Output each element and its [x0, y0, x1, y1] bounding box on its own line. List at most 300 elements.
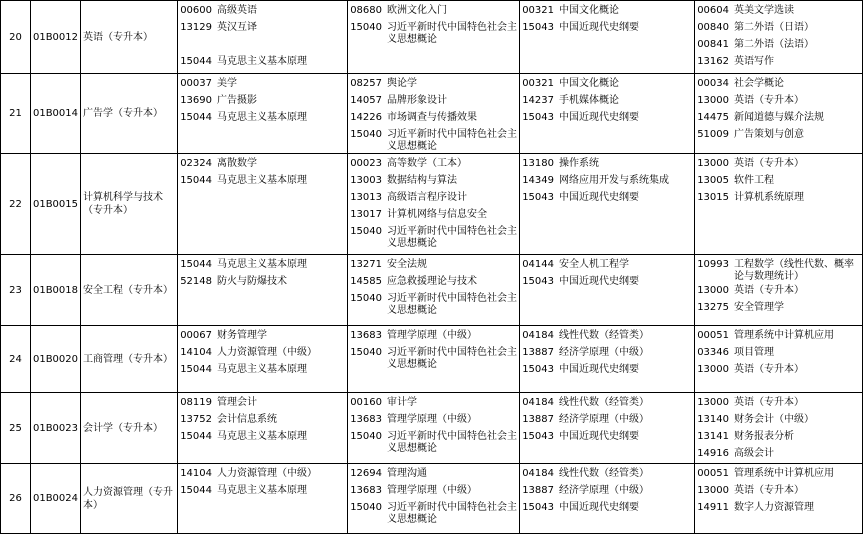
course-group-cell [520, 74, 695, 154]
course-code: 15044 [180, 259, 212, 270]
course-item [695, 483, 862, 500]
course-name: 防火与防爆技术 [217, 276, 287, 287]
course-group-cell [695, 326, 863, 393]
course-name [212, 37, 347, 39]
course-item [695, 20, 862, 37]
course-code: 13683 [350, 414, 382, 425]
course-group-cell [348, 255, 520, 326]
course-group-cell [178, 326, 348, 393]
course-code: 04184 [522, 330, 554, 341]
course-name: 马克思主义基本原理 [217, 56, 307, 67]
course-list [695, 74, 862, 144]
course-name: 马克思主义基本原理 [217, 259, 307, 270]
course-item [178, 54, 347, 71]
course-item [520, 156, 694, 173]
course-list [348, 326, 519, 371]
course-code: 14104 [180, 468, 212, 479]
course-code: 13129 [180, 22, 212, 33]
course-name: 经济学原理（中级） [559, 485, 649, 496]
course-code: 15040 [350, 502, 382, 513]
course-name: 经济学原理（中级） [559, 347, 649, 358]
course-code: 10993 [697, 259, 729, 270]
course-code: 13017 [350, 209, 382, 220]
course-list [520, 393, 694, 446]
course-name: 中国近现代史纲要 [559, 112, 639, 123]
course-name: 新闻道德与媒介法规 [734, 112, 824, 123]
course-item [695, 466, 862, 483]
course-group-cell [520, 1, 695, 74]
course-name: 中国近现代史纲要 [559, 192, 639, 203]
course-code: 13271 [350, 259, 382, 270]
course-code: 04144 [522, 259, 554, 270]
course-name: 中国文化概论 [559, 5, 619, 16]
course-item [348, 173, 519, 190]
course-item [520, 173, 694, 190]
table-row [1, 393, 863, 464]
course-name: 管理系统中计算机应用 [734, 330, 834, 341]
course-item [520, 190, 694, 207]
course-item [520, 93, 694, 110]
major-name: 会计学（专升本） [81, 393, 178, 464]
course-item [178, 93, 347, 110]
course-code: 15043 [522, 502, 554, 513]
course-group-cell [348, 464, 520, 534]
major-code: 01B0024 [31, 464, 81, 534]
course-list [348, 74, 519, 153]
course-code: 00034 [697, 78, 729, 89]
course-name: 安全管理学 [734, 302, 784, 313]
course-list [695, 1, 862, 71]
course-code: 15043 [522, 364, 554, 375]
course-item [178, 110, 347, 127]
course-code: 08257 [350, 78, 382, 89]
course-item [520, 345, 694, 362]
course-name: 第二外语（法语） [734, 39, 814, 50]
course-name: 线性代数（经管类） [559, 468, 649, 479]
course-code: 15043 [522, 112, 554, 123]
course-code: 51009 [697, 129, 729, 140]
course-code: 15040 [350, 431, 382, 442]
course-code: 00051 [697, 468, 729, 479]
course-name: 管理学原理（中级） [387, 485, 477, 496]
course-group-cell [520, 255, 695, 326]
course-code: 14104 [180, 347, 212, 358]
course-name: 审计学 [387, 397, 417, 408]
course-name: 马克思主义基本原理 [217, 431, 307, 442]
course-code: 00321 [522, 5, 554, 16]
course-group-cell [348, 74, 520, 154]
course-name: 中国文化概论 [559, 78, 619, 89]
course-item [178, 156, 347, 173]
course-group-cell [520, 326, 695, 393]
major-name: 人力资源管理（专升本） [81, 464, 178, 534]
course-item [348, 20, 519, 46]
course-item [520, 257, 694, 274]
course-name: 安全法规 [387, 259, 427, 270]
table-row [1, 326, 863, 393]
course-item [178, 274, 347, 291]
course-item [348, 257, 519, 274]
course-list [520, 154, 694, 207]
course-item [348, 291, 519, 317]
course-list [695, 393, 862, 463]
course-item [178, 362, 347, 379]
course-item [178, 328, 347, 345]
course-name: 管理会计 [217, 397, 257, 408]
course-item [695, 283, 862, 300]
course-name: 安全人机工程学 [559, 259, 629, 270]
course-code: 15043 [522, 22, 554, 33]
course-name: 习近平新时代中国特色社会主义思想概论 [387, 502, 517, 525]
major-code: 01B0018 [31, 255, 81, 326]
course-code: 13005 [697, 175, 729, 186]
course-code: 13690 [180, 95, 212, 106]
course-item [520, 429, 694, 446]
course-list [178, 74, 347, 127]
row-number: 21 [1, 74, 31, 154]
course-item [348, 483, 519, 500]
course-item [178, 20, 347, 37]
course-name: 高级英语 [217, 5, 257, 16]
course-item [695, 345, 862, 362]
table-row [1, 154, 863, 255]
course-code: 13000 [697, 95, 729, 106]
course-name: 习近平新时代中国特色社会主义思想概论 [387, 347, 517, 370]
course-name: 马克思主义基本原理 [217, 175, 307, 186]
course-code: 00160 [350, 397, 382, 408]
course-item [695, 173, 862, 190]
course-code: 15043 [522, 192, 554, 203]
course-code: 13000 [697, 364, 729, 375]
table-row [1, 1, 863, 74]
course-item [520, 500, 694, 517]
course-name: 英汉互译 [217, 22, 257, 33]
course-name: 英语（专升本） [734, 397, 804, 408]
course-group-cell [695, 74, 863, 154]
course-name: 管理学原理（中级） [387, 330, 477, 341]
table-body [1, 1, 863, 534]
course-list [348, 154, 519, 250]
course-group-cell [520, 464, 695, 534]
course-item [178, 429, 347, 446]
course-group-cell [348, 326, 520, 393]
course-list [348, 1, 519, 46]
course-list [695, 464, 862, 517]
course-group-cell [695, 154, 863, 255]
course-name: 中国近现代史纲要 [559, 502, 639, 513]
course-list [520, 255, 694, 291]
course-code: 02324 [180, 158, 212, 169]
course-group-cell [348, 393, 520, 464]
course-code: 13752 [180, 414, 212, 425]
course-name: 离散数学 [217, 158, 257, 169]
major-name: 安全工程（专升本） [81, 255, 178, 326]
course-name: 软件工程 [734, 175, 774, 186]
course-list [695, 326, 862, 379]
course-name: 广告策划与创意 [734, 129, 804, 140]
course-item [178, 37, 347, 54]
course-code: 13013 [350, 192, 382, 203]
course-code: 15040 [350, 226, 382, 237]
course-item [178, 257, 347, 274]
course-item [178, 412, 347, 429]
course-code: 15044 [180, 364, 212, 375]
course-item [520, 76, 694, 93]
course-name: 管理系统中计算机应用 [734, 468, 834, 479]
course-code: 00841 [697, 39, 729, 50]
course-item [695, 156, 862, 173]
course-name: 操作系统 [559, 158, 599, 169]
course-name: 高级语言程序设计 [387, 192, 467, 203]
course-item [520, 328, 694, 345]
course-code: 13275 [697, 302, 729, 313]
course-item [348, 110, 519, 127]
table-row [1, 255, 863, 326]
course-item [348, 274, 519, 291]
course-name: 项目管理 [734, 347, 774, 358]
course-item [348, 127, 519, 153]
course-item [695, 54, 862, 71]
course-code: 13000 [697, 485, 729, 496]
course-code: 00023 [350, 158, 382, 169]
course-item [520, 412, 694, 429]
course-item [520, 20, 694, 37]
row-number: 24 [1, 326, 31, 393]
course-item [348, 500, 519, 526]
course-code: 14237 [522, 95, 554, 106]
course-code: 13015 [697, 192, 729, 203]
course-group-cell [178, 255, 348, 326]
course-code: 13000 [697, 158, 729, 169]
major-code: 01B0020 [31, 326, 81, 393]
course-group-cell [695, 255, 863, 326]
course-name: 财务报表分析 [734, 431, 794, 442]
course-name: 中国近现代史纲要 [559, 22, 639, 33]
course-code: 15044 [180, 56, 212, 67]
course-item [695, 3, 862, 20]
course-group-cell [348, 154, 520, 255]
course-item [348, 412, 519, 429]
course-name: 第二外语（日语） [734, 22, 814, 33]
row-number: 22 [1, 154, 31, 255]
course-code: 13140 [697, 414, 729, 425]
course-item [695, 300, 862, 317]
course-code: 14916 [697, 448, 729, 459]
course-item [695, 446, 862, 463]
course-group-cell [178, 154, 348, 255]
course-code: 14349 [522, 175, 554, 186]
course-list [520, 326, 694, 379]
course-name: 计算机网络与信息安全 [387, 209, 487, 220]
course-code: 13003 [350, 175, 382, 186]
course-code: 08680 [350, 5, 382, 16]
course-code: 52148 [180, 276, 212, 287]
course-item [520, 274, 694, 291]
course-name: 管理学原理（中级） [387, 414, 477, 425]
course-item [695, 257, 862, 283]
course-code: 13000 [697, 285, 729, 296]
course-code: 14057 [350, 95, 382, 106]
course-name: 中国近现代史纲要 [559, 364, 639, 375]
course-code: 13683 [350, 485, 382, 496]
course-item [348, 156, 519, 173]
course-list [520, 1, 694, 37]
course-name: 市场调查与传播效果 [387, 112, 477, 123]
course-code: 08119 [180, 397, 212, 408]
course-code: 13683 [350, 330, 382, 341]
course-code: 15040 [350, 22, 382, 33]
course-code: 03346 [697, 347, 729, 358]
course-item [178, 3, 347, 20]
course-list [178, 464, 347, 500]
row-number: 23 [1, 255, 31, 326]
course-code: 15040 [350, 129, 382, 140]
course-name: 习近平新时代中国特色社会主义思想概论 [387, 293, 517, 316]
course-group-cell [695, 1, 863, 74]
course-name: 人力资源管理（中级） [217, 468, 317, 479]
course-list [178, 1, 347, 71]
course-item [520, 395, 694, 412]
course-code: 15043 [522, 276, 554, 287]
course-item [695, 110, 862, 127]
course-code: 14475 [697, 112, 729, 123]
course-code: 13000 [697, 397, 729, 408]
major-code: 01B0023 [31, 393, 81, 464]
course-code: 00840 [697, 22, 729, 33]
course-name: 管理沟通 [387, 468, 427, 479]
course-code: 00600 [180, 5, 212, 16]
table-row [1, 74, 863, 154]
course-item [348, 345, 519, 371]
course-code: 13887 [522, 347, 554, 358]
course-item [520, 483, 694, 500]
course-code: 15044 [180, 175, 212, 186]
course-name: 数据结构与算法 [387, 175, 457, 186]
course-name: 财务会计（中级） [734, 414, 814, 425]
course-list [178, 154, 347, 190]
course-name: 品牌形象设计 [387, 95, 447, 106]
course-item [695, 395, 862, 412]
course-name: 英语（专升本） [734, 95, 804, 106]
course-item [178, 173, 347, 190]
major-name: 工商管理（专升本） [81, 326, 178, 393]
course-item [695, 429, 862, 446]
table-row [1, 464, 863, 534]
course-name: 广告摄影 [217, 95, 257, 106]
course-group-cell [520, 154, 695, 255]
course-item [178, 466, 347, 483]
course-name: 会计信息系统 [217, 414, 277, 425]
course-item [348, 224, 519, 250]
course-item [178, 395, 347, 412]
course-item [178, 345, 347, 362]
major-name: 广告学（专升本） [81, 74, 178, 154]
course-code: 15044 [180, 485, 212, 496]
course-name: 习近平新时代中国特色社会主义思想概论 [387, 22, 517, 45]
course-name: 英语（专升本） [734, 485, 804, 496]
course-item [520, 110, 694, 127]
course-list [178, 255, 347, 291]
course-code: 00051 [697, 330, 729, 341]
row-number: 26 [1, 464, 31, 534]
course-list [178, 393, 347, 446]
course-group-cell [520, 393, 695, 464]
course-code: 15044 [180, 112, 212, 123]
course-code: 00321 [522, 78, 554, 89]
course-list [695, 154, 862, 207]
course-item [520, 362, 694, 379]
course-name: 马克思主义基本原理 [217, 485, 307, 496]
course-name: 人力资源管理（中级） [217, 347, 317, 358]
course-list [520, 74, 694, 127]
course-code: 15040 [350, 347, 382, 358]
course-code: 00037 [180, 78, 212, 89]
course-name: 数字人力资源管理 [734, 502, 814, 513]
course-name: 计算机系统原理 [734, 192, 804, 203]
course-list [695, 255, 862, 317]
course-code: 14226 [350, 112, 382, 123]
course-name: 线性代数（经管类） [559, 397, 649, 408]
course-name: 英语（专升本） [734, 285, 804, 296]
course-item [178, 483, 347, 500]
course-name: 网络应用开发与系统集成 [559, 175, 669, 186]
course-code: 14585 [350, 276, 382, 287]
course-item [695, 76, 862, 93]
course-code: 15044 [180, 431, 212, 442]
course-code: 14911 [697, 502, 729, 513]
course-name: 线性代数（经管类） [559, 330, 649, 341]
course-code: 04184 [522, 397, 554, 408]
course-name: 社会学概论 [734, 78, 784, 89]
course-code: 00067 [180, 330, 212, 341]
course-group-cell [178, 393, 348, 464]
course-code: 13141 [697, 431, 729, 442]
course-list [348, 464, 519, 526]
major-name: 英语（专升本） [81, 1, 178, 74]
course-name: 习近平新时代中国特色社会主义思想概论 [387, 226, 517, 249]
course-name: 马克思主义基本原理 [217, 112, 307, 123]
course-item [348, 190, 519, 207]
course-code: 13887 [522, 485, 554, 496]
course-item [348, 3, 519, 20]
course-name: 美学 [217, 78, 237, 89]
course-name: 应急救援理论与技术 [387, 276, 477, 287]
course-code: 13887 [522, 414, 554, 425]
course-name: 中国近现代史纲要 [559, 276, 639, 287]
course-name: 习近平新时代中国特色社会主义思想概论 [387, 129, 517, 152]
course-group-cell [695, 464, 863, 534]
course-code: 12694 [350, 468, 382, 479]
course-code: 15043 [522, 431, 554, 442]
course-list [348, 255, 519, 317]
course-item [695, 362, 862, 379]
course-item [695, 328, 862, 345]
course-name: 经济学原理（中级） [559, 414, 649, 425]
course-name: 马克思主义基本原理 [217, 364, 307, 375]
course-name: 英语（专升本） [734, 364, 804, 375]
course-name: 手机媒体概论 [559, 95, 619, 106]
course-name: 英美文学选读 [734, 5, 794, 16]
course-name: 英语（专升本） [734, 158, 804, 169]
row-number: 20 [1, 1, 31, 74]
course-item [348, 466, 519, 483]
course-code: 13180 [522, 158, 554, 169]
course-name: 财务管理学 [217, 330, 267, 341]
course-group-cell [178, 464, 348, 534]
course-name: 高等数学（工本） [387, 158, 467, 169]
course-name: 英语写作 [734, 56, 774, 67]
course-code: 00604 [697, 5, 729, 16]
